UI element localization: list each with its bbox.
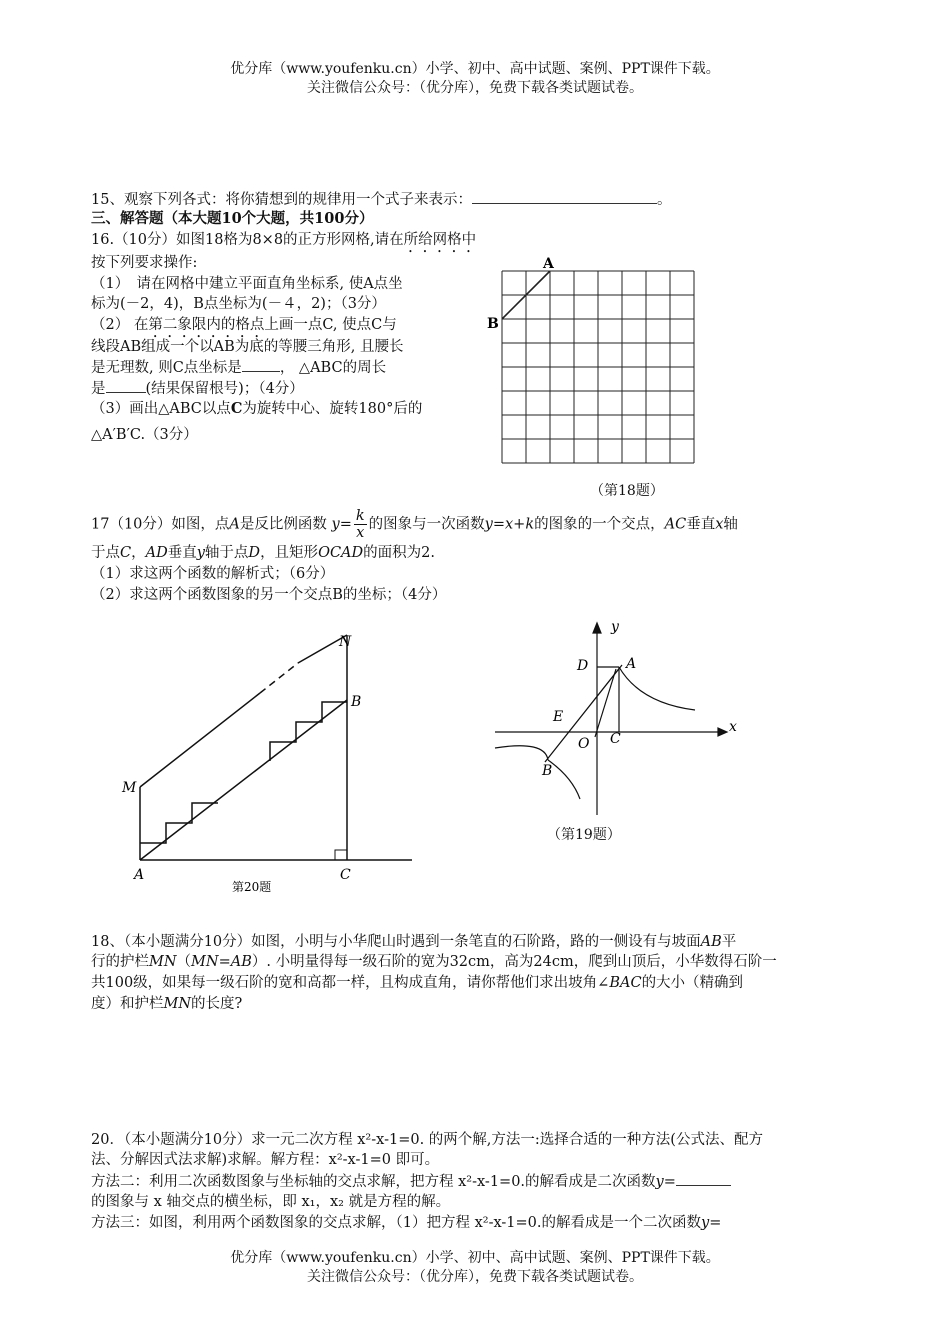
q18-line-4 [91, 994, 242, 1014]
q17-y-axis: y [196, 545, 205, 561]
q20-line-4: 的图象与 x 轴交点的横坐标，即 x₁，x₂ 就是方程的解。 [91, 1194, 451, 1210]
header-line-2: 关注微信公众号：（优分库），免费下载各类试题试卷。 [307, 80, 643, 96]
q17-line1-a: 17（10分）如图，点 [91, 516, 230, 533]
q16-blank-c [242, 357, 280, 372]
label-x: x [729, 719, 737, 735]
slope-ab [140, 700, 347, 860]
q16-line9-bold: C [230, 400, 243, 417]
q18-ab: AB [700, 934, 722, 950]
q17-point-a: A [229, 516, 240, 533]
q16-line9-b: 为旋转中心、旋转180°后的 [242, 401, 423, 417]
q18-line2-a: 行的护栏 [91, 954, 149, 970]
header-line-1: 优分库（www.youfenku.cn）小学、初中、高中试题、案例、PPT课件下载。 [230, 61, 720, 77]
q16-line1-text: 16.（10分）如图18格为8×8的正方形网格,请在 [91, 232, 404, 248]
label-a: A [543, 256, 554, 272]
q17-line1-c: 的图象与一次函数 [368, 516, 485, 533]
label-b: B [487, 316, 499, 332]
q15-text: 15、观察下列各式：将你猜想到的规律用一个式子来表示： [91, 192, 472, 208]
q17-line1-b: 是反比例函数 [239, 516, 327, 533]
q16-line1-emphasis: 所给网格中 [403, 232, 477, 248]
q17-line2-e: ，且矩形 [260, 545, 319, 561]
q18-line-1 [91, 932, 736, 952]
q17-line1-f: 轴 [723, 516, 738, 533]
q20-line-5 [91, 1213, 721, 1233]
q16-line-7 [91, 357, 386, 378]
q17-line1-e: 垂直 [686, 516, 716, 533]
figure-19 [490, 615, 750, 820]
y-axis-arrow [593, 623, 601, 633]
q20-line-2: 法、分解因式法求解)求解。解方程：x²-x-1=0 即可。 [91, 1152, 440, 1168]
q16-line5-emphasis: 第二象限内的格点 [148, 317, 265, 333]
q20-line-3 [91, 1171, 731, 1192]
q20-line-1: 20．（本小题满分10分）求一元二次方程 x²-x-1=0. 的两个解,方法一:选择合适的一种方法(公式法、配方 [91, 1132, 763, 1148]
q16-line7-b: ， △ABC的周长 [279, 360, 387, 376]
q16-line5-b: 上画一点C, 使点C与 [264, 317, 397, 333]
q20-y-2: y [701, 1215, 710, 1231]
q16-line-10: △A′B′C.（3分） [91, 427, 198, 443]
q17-ad: AD [145, 545, 168, 561]
q17-point-d: D [248, 545, 261, 561]
q20-line5-eq: = [709, 1215, 722, 1231]
label-c: C [340, 867, 351, 883]
q17-denominator: x [356, 525, 365, 541]
q16-line8-a: 是 [91, 381, 106, 397]
label-c: C [610, 731, 621, 747]
q18-bac: BAC [609, 975, 642, 991]
hyperbola-branch-2-right [548, 760, 580, 799]
q20-line5-a: 方法三：如图，利用两个函数图象的交点求解，（1）把方程 x²-x-1=0.的解看成是一个二次函数 [91, 1215, 702, 1231]
q17-line-2 [91, 543, 435, 563]
q17-numerator: k [355, 508, 365, 524]
q16-line-4: 标为(－2，4)，B点坐标为(－４，2)；（3分） [91, 296, 386, 312]
q16-line7-a: 是无理数, 则C点坐标是 [91, 360, 242, 376]
q17-x: x [715, 516, 724, 533]
steps-upper [270, 702, 347, 761]
q17-ocad: OCAD [318, 545, 364, 561]
question-15 [91, 189, 671, 210]
q16-line-9 [91, 399, 422, 419]
q20-blank-function [676, 1171, 731, 1186]
label-n: N [339, 634, 352, 650]
railing-dashed [260, 663, 298, 693]
q18-line3-a: 共100级，如果每一级石阶的宽和高都一样，且构成直角，请你帮他们求出坡角∠ [91, 975, 610, 991]
hyperbola-branch-1 [619, 667, 695, 710]
q16-line-6: 线段AB组成一个以AB为底的等腰三角形, 且腰长 [91, 339, 404, 355]
figure-18-grid [485, 252, 700, 470]
q17-point-c: C [120, 545, 132, 561]
label-e: E [553, 709, 564, 725]
q17-y: y [331, 516, 340, 533]
q18-mn: MN [149, 954, 177, 970]
label-a: A [134, 867, 145, 883]
q18-line3-b: 的大小（精确到 [641, 975, 744, 991]
q20-line3-eq: = [663, 1174, 676, 1190]
figure-20 [110, 625, 430, 900]
q17-line2-d: 轴于点 [204, 545, 249, 561]
label-d: D [577, 658, 589, 674]
q15-end: 。 [656, 192, 672, 208]
q17-eq: = [339, 516, 352, 533]
footer-line-2: 关注微信公众号：（优分库），免费下载各类试题试卷。 [307, 1269, 643, 1285]
label-b: B [351, 694, 362, 710]
q18-line1-a: 18、（本小题满分10分）如图，小明与小华爬山时遇到一条笔直的石阶路，路的一侧设有与坡面 [91, 934, 701, 950]
hyperbola-branch-2-left [495, 746, 548, 760]
q18-mn-2: MN [163, 996, 192, 1012]
q18-line4-b: 的长度? [191, 996, 243, 1012]
label-a: A [626, 656, 637, 672]
q20-line3-a: 方法二：利用二次函数图象与坐标轴的交点求解，把方程 x²-x-1=0.的解看成是二次函数 [91, 1174, 656, 1190]
q17-part-2: （2）求这两个函数图象的另一个交点B的坐标；（4分） [91, 587, 447, 603]
q20-y: y [655, 1174, 664, 1190]
q18-line-3 [91, 973, 743, 993]
label-b: B [542, 763, 553, 779]
label-m: M [122, 780, 137, 796]
q17-linear-func: y=x+k [484, 516, 535, 533]
line-oa [595, 669, 616, 737]
q17-fraction [354, 508, 367, 541]
q15-blank [472, 189, 657, 204]
q17-part-1: （1）求这两个函数的解析式；（6分） [91, 566, 335, 582]
section-3-title: 三、解答题（本大题10个大题，共100分） [91, 210, 374, 227]
q16-line-3: （1） 请在网格中建立平面直角坐标系, 使A点坐 [91, 276, 403, 292]
q17-ac: AC [664, 516, 687, 533]
x-axis-arrow [718, 728, 727, 736]
q18-mn-eq-ab: MN=AB [191, 954, 252, 970]
q16-line8-b: (结果保留根号)；（4分） [145, 381, 304, 397]
q17-line1-d: 的图象的一个交点， [534, 516, 665, 533]
label-y: y [611, 619, 619, 635]
q16-line-8 [91, 378, 304, 399]
q16-blank-perimeter [106, 378, 146, 393]
q16-line9-a: （3）画出△ABC以点 [91, 401, 231, 417]
q18-line2-c: ）. 小明量得每一级石阶的宽为32cm，高为24cm，爬到山顶后，小华数得石阶一 [251, 954, 777, 970]
figure-18-caption: （第18题） [590, 483, 664, 499]
q18-line4-a: 度）和护栏 [91, 996, 164, 1012]
q17-line2-f: 的面积为2. [363, 545, 435, 561]
q18-line-2 [91, 952, 777, 972]
q17-line2-a: 于点 [91, 545, 120, 561]
q16-line5-a: （2） 在 [91, 317, 149, 333]
railing-lower [140, 693, 260, 787]
footer-line-1: 优分库（www.youfenku.cn）小学、初中、高中试题、案例、PPT课件下载。 [230, 1250, 720, 1266]
right-angle-mark [335, 850, 347, 860]
q17-line2-b: ， [131, 545, 146, 561]
label-o: O [578, 736, 590, 752]
q17-line-1 [91, 508, 738, 541]
figure-19-caption: （第19题） [547, 827, 621, 843]
q18-line1-b: 平 [721, 934, 737, 950]
q18-line2-b: （ [176, 954, 192, 970]
figure-20-caption: 第20题 [232, 880, 272, 894]
q16-line-2: 按下列要求操作: [91, 255, 198, 271]
q17-line2-c: 垂直 [167, 545, 197, 561]
